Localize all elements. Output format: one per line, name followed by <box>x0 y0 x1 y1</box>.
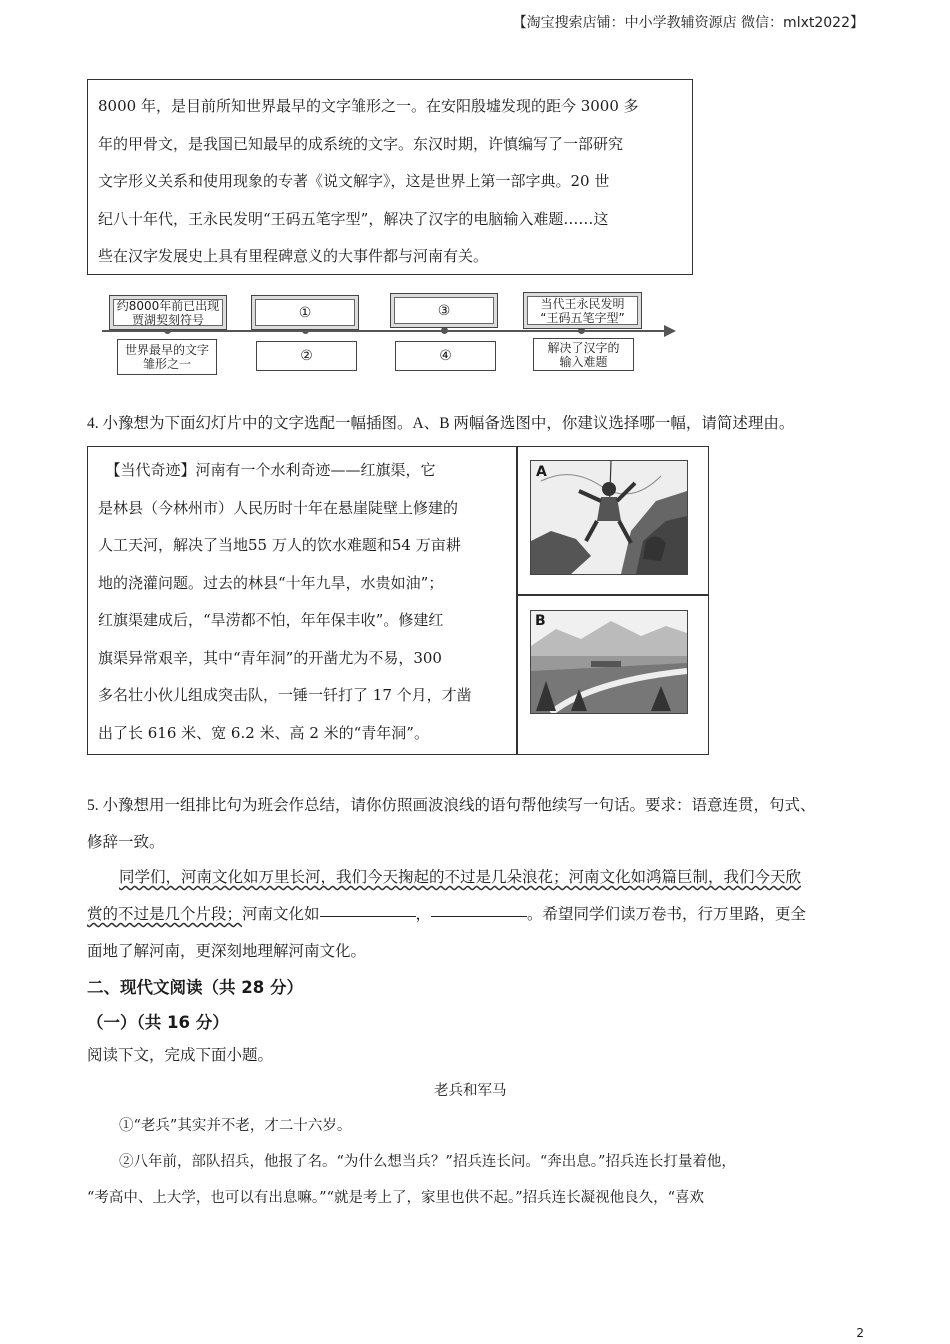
passage-line: 纪八十年代，王永民发明“王码五笔字型”，解决了汉字的电脑输入难题……这 <box>98 209 609 228</box>
timeline-box-bottom-3 <box>395 341 496 371</box>
passage-line: 年的甲骨文，是我国已知最早的成系统的文字。东汉时期，许慎编写了一部研究 <box>98 134 624 153</box>
canal-landscape-illustration <box>531 611 687 713</box>
slide-line: 旗渠异常艰辛，其中“青年洞”的开凿尤为不易，300 <box>98 648 442 667</box>
timeline-box-bottom-2 <box>256 341 357 371</box>
passage-line: 8000 年，是目前所知世界最早的文字雏形之一。在安阳殷墟发现的距今 3000 多 <box>98 97 639 115</box>
timeline-box-top-3 <box>390 293 498 328</box>
fill-prefix: 河南文化如 <box>242 906 320 923</box>
illustration-b-label: B <box>535 613 546 629</box>
timeline-box-bottom-4 <box>533 338 634 371</box>
timeline-dot <box>441 327 448 334</box>
slide-divider <box>516 594 709 596</box>
illustration-a-label: A <box>536 464 547 480</box>
question-5-example <box>119 864 801 892</box>
timeline-text: 贾湖契刻符号 <box>131 312 204 327</box>
slide-line: 是林县（今林州市）人民历时十年在悬崖陡壁上修建的 <box>98 498 459 517</box>
slide-box <box>87 446 709 755</box>
article-paragraph: “考高中、上大学，也可以有出息嘛。”“就是考上了，家里也供不起。”招兵连长凝视他良久，“喜欢 <box>87 1190 705 1206</box>
fill-suffix: 。希望同学们读万卷书，行万里路，更全 <box>527 906 807 923</box>
section-heading: 二、现代文阅读（共 28 分） <box>87 978 303 997</box>
page-number: 2 <box>856 1326 864 1340</box>
slide-line: 【当代奇迹】河南有一个水利奇迹——红旗渠，它 <box>98 461 436 479</box>
illustration-b <box>530 610 688 714</box>
passage-line: 些在汉字发展史上具有里程碑意义的大事件都与河南有关。 <box>98 247 489 265</box>
cliff-worker-illustration <box>531 461 687 574</box>
answer-blank-2[interactable] <box>431 915 527 917</box>
illustration-a <box>530 460 688 575</box>
slide-divider <box>516 447 518 754</box>
slide-line: 人工天河，解决了当地55 万人的饮水难题和54 万亩耕 <box>98 536 461 554</box>
article-title: 老兵和军马 <box>434 1083 507 1099</box>
timeline-blank-4: ④ <box>439 348 452 364</box>
question-5-fill-line <box>87 901 806 929</box>
slide-line: 出了长 616 米、宽 6.2 米、高 2 米的“青年洞”。 <box>98 723 429 742</box>
wavy-sentence: 同学们，河南文化如万里长河，我们今天掬起的不过是几朵浪花；河南文化如鸿篇巨制，我们今天欣 <box>119 869 802 886</box>
timeline-box-top-1 <box>109 295 227 330</box>
timeline-box-bottom-1 <box>117 339 217 375</box>
timeline-text: 当代王永民发明 <box>540 296 625 311</box>
question-5-line: 修辞一致。 <box>87 834 165 851</box>
article-paragraph: ②八年前，部队招兵，他报了名。“为什么想当兵？”招兵连长问。“奔出息。”招兵连长打量着他， <box>119 1154 736 1170</box>
article-paragraph: ①“老兵”其实并不老，才二十六岁。 <box>119 1118 352 1134</box>
question-5-line: 面地了解河南，更深刻地理解河南文化。 <box>87 943 367 960</box>
passage-line: 文字形义关系和使用现象的专著《说文解字》，这是世界上第一部字典。20 世 <box>98 172 610 190</box>
timeline-blank-3: ③ <box>437 302 451 319</box>
timeline-text: 雏形之一 <box>142 357 191 371</box>
slide-line: 红旗渠建成后，“旱涝都不怕，年年保丰收”。修建红 <box>98 611 444 629</box>
answer-blank-1[interactable] <box>320 915 416 917</box>
slide-text <box>98 452 508 752</box>
timeline-arrow-icon <box>664 325 676 337</box>
timeline-text: 解决了汉字的 <box>547 340 620 355</box>
timeline-text: “王码五笔字型” <box>540 310 625 325</box>
slide-line: 多名壮小伙儿组成突击队，一锤一钎打了 17 个月，才凿 <box>98 686 472 704</box>
question-4: 4. 小豫想为下面幻灯片中的文字选配一幅插图。A、B 两幅备选图中，你建议选择哪一幅，请简述理由。 <box>87 415 795 432</box>
passage-box-1 <box>87 79 693 275</box>
slide-line: 地的浇灌问题。过去的林县“十年九旱，水贵如油”； <box>98 573 444 592</box>
timeline-text: 约8000年前已出现 <box>116 298 220 313</box>
timeline-text: 世界最早的文字 <box>124 343 209 357</box>
timeline-box-top-4 <box>523 292 642 329</box>
reading-instruction: 阅读下文，完成下面小题。 <box>87 1047 274 1064</box>
fill-comma: ， <box>415 906 432 923</box>
wavy-sentence: 赏的不过是几个片段； <box>87 906 243 923</box>
timeline-blank-2: ② <box>300 348 313 364</box>
question-5-line: 5. 小豫想用一组排比句为班会作总结，请你仿照画波浪线的语句帮他续写一句话。要求：语意连贯，句式、 <box>87 797 816 814</box>
subsection-heading: （一）（共 16 分） <box>87 1013 229 1032</box>
page-header: 【淘宝搜索店铺：中小学教辅资源店 微信：mlxt2022】 <box>512 15 864 31</box>
timeline-blank-1: ① <box>298 304 312 321</box>
timeline-box-top-2 <box>251 295 359 330</box>
timeline-text: 输入难题 <box>559 354 608 369</box>
